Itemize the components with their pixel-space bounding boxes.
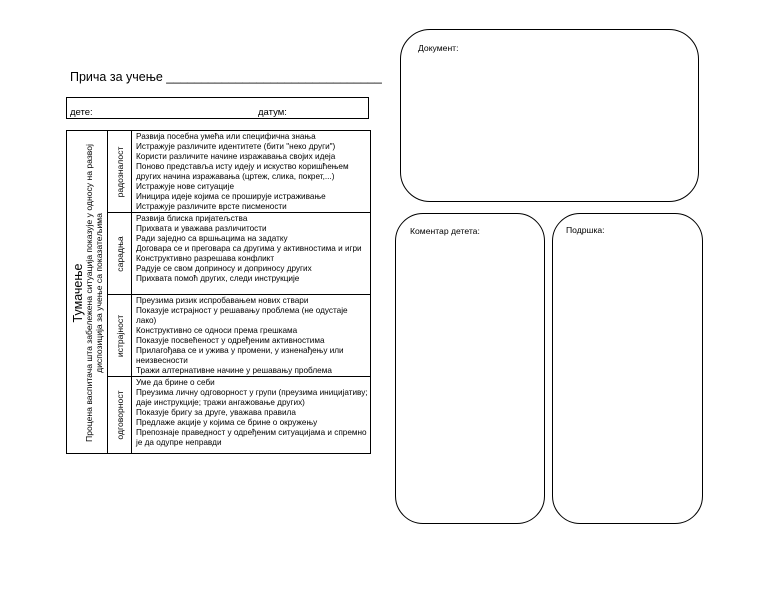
- list-item: Конструктивно разрешава конфликт: [136, 254, 275, 263]
- category-label: сарадња: [115, 235, 125, 272]
- list-item: Истражује различите идентитете (бити "неко други"): [136, 142, 336, 151]
- child-field-label: дете:: [70, 107, 93, 118]
- indicator-list: [136, 214, 368, 284]
- list-item: Показује посвећеност у одређеним активностима: [136, 336, 325, 345]
- category-cell: [108, 131, 132, 212]
- document-label: Документ:: [418, 43, 459, 53]
- category-label: радозналост: [115, 146, 125, 197]
- list-item: Прихвата и уважава различитости: [136, 224, 267, 233]
- list-item: Договара се и преговара са другима у активностима и игри: [136, 244, 362, 253]
- list-item: Истражује различите врсте писмености: [136, 202, 287, 211]
- child-date-row: [66, 97, 369, 119]
- list-item: Показује бригу за друге, уважава правила: [136, 408, 296, 417]
- page-title: Прича за учење _______________________________: [70, 70, 382, 84]
- list-item: Предлаже акције у којима се брине о окружењу: [136, 418, 318, 427]
- list-item: Тражи алтернативне начине у решавању проблема: [136, 366, 332, 375]
- category-cell: [108, 377, 132, 453]
- category-label: истрајност: [115, 314, 125, 357]
- list-item: Поново представља исту идеју и искуство коришћењем других начина изражавања (цртеж, слика, покрет,...): [136, 162, 349, 181]
- list-item: Истражује нове ситуације: [136, 182, 235, 191]
- section-cooperation: [108, 213, 370, 295]
- support-panel[interactable]: [552, 213, 703, 524]
- list-item: Конструктивно се односи према грешкама: [136, 326, 298, 335]
- list-item: Развија блиска пријатељства: [136, 214, 248, 223]
- interpretation-column: [67, 131, 108, 453]
- section-persistence: [108, 295, 370, 377]
- list-item: Радује се свом доприносу и доприносу других: [136, 264, 312, 273]
- support-label: Подршка:: [566, 225, 605, 235]
- indicator-list: [136, 378, 368, 448]
- indicator-list: [136, 132, 368, 212]
- list-item: Прилагођава се и ужива у промени, у изненађењу или неизвесности: [136, 346, 344, 365]
- list-item: Уме да брине о себи: [136, 378, 215, 387]
- category-label: одговорност: [115, 390, 125, 440]
- indicator-list: [136, 296, 368, 376]
- list-item: Преузима личну одговорност у групи (преузима иницијативу; даје инструкције; тражи ангажовање других): [136, 388, 368, 407]
- assessment-table: [66, 130, 371, 454]
- date-field-label: датум:: [258, 107, 287, 118]
- list-item: Показује истрајност у решавању проблема (не одустаје лако): [136, 306, 348, 325]
- child-comment-panel[interactable]: [395, 213, 545, 524]
- document-panel[interactable]: [400, 29, 699, 202]
- interpretation-description-line: Процена васпитача шта забележена ситуација показује у односу на развој: [84, 144, 94, 442]
- section-curiosity: [108, 131, 370, 213]
- interpretation-description: [84, 144, 104, 442]
- list-item: Препознаје праведност у одређеним ситуацијама и спремно је да одупре неправди: [136, 428, 367, 447]
- list-item: Развија посебна умећа или специфична знања: [136, 132, 316, 141]
- list-item: Преузима ризик испробавањем нових ствари: [136, 296, 309, 305]
- interpretation-description-line: диспозиција за учење са показатељима: [94, 213, 104, 373]
- list-item: Иницира идеје којима се проширује истраживање: [136, 192, 326, 201]
- section-responsibility: [108, 377, 370, 453]
- list-item: Ради заједно са вршњацима на задатку: [136, 234, 288, 243]
- category-cell: [108, 213, 132, 294]
- list-item: Прихвата помоћ других, следи инструкције: [136, 274, 300, 283]
- list-item: Користи различите начине изражавања својих идеја: [136, 152, 336, 161]
- interpretation-label: Тумачење: [71, 263, 85, 323]
- category-cell: [108, 295, 132, 376]
- child-comment-label: Коментар детета:: [410, 226, 480, 236]
